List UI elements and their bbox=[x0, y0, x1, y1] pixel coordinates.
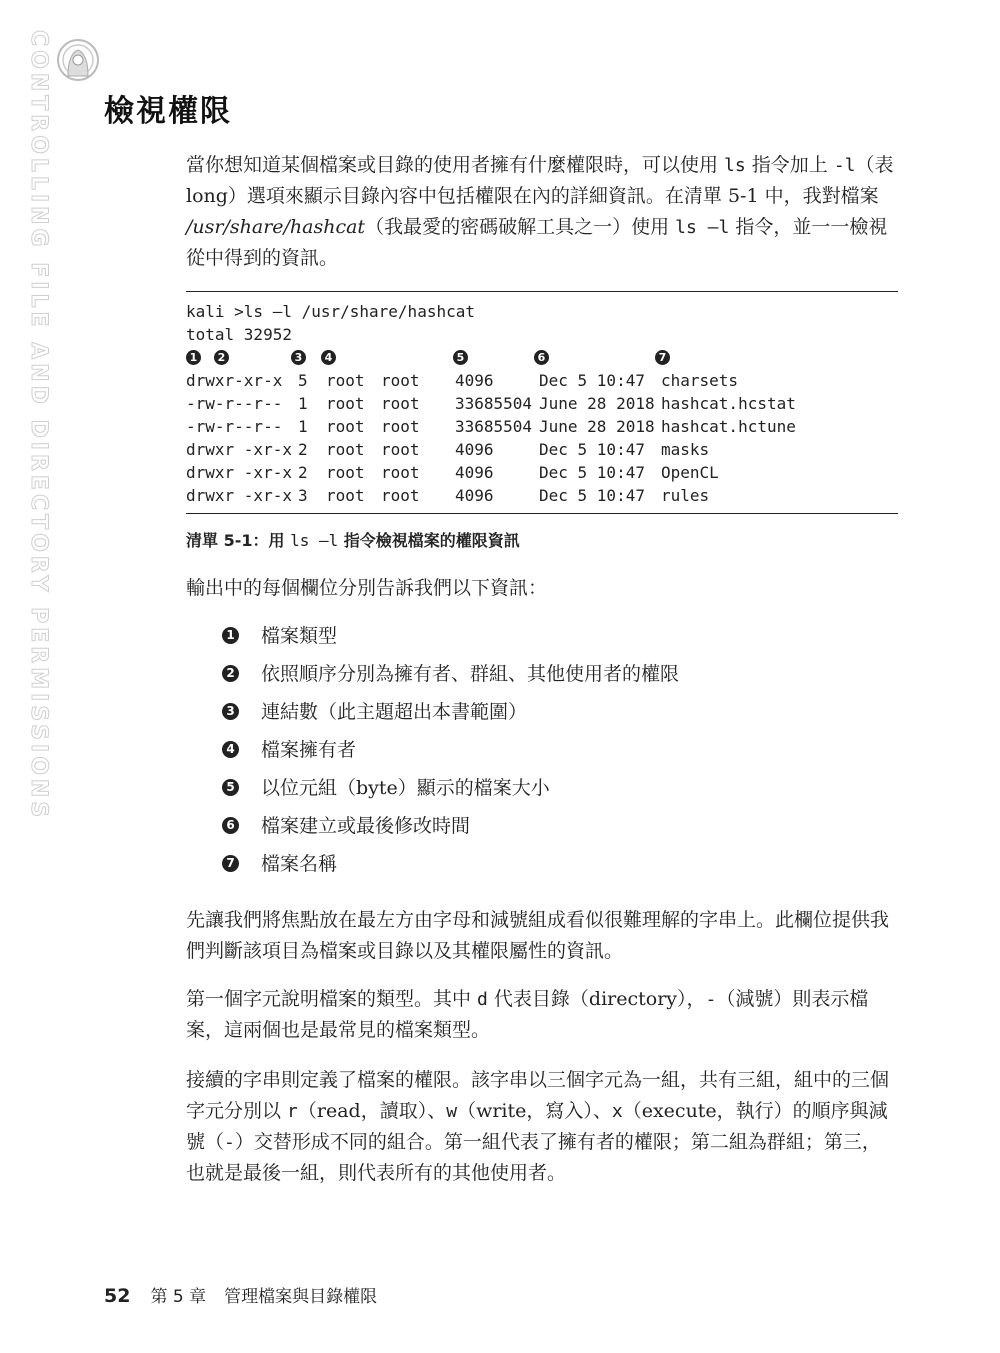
listing-time: Dec 5 10:47 bbox=[539, 371, 645, 390]
listing-row bbox=[186, 369, 898, 392]
intro-code-ls-l: ls –l bbox=[675, 217, 730, 238]
perm-code-w: w bbox=[446, 1101, 458, 1122]
listing-size: 4096 bbox=[455, 371, 494, 390]
listing-group: root bbox=[381, 440, 420, 459]
legend-text: 以位元組（byte）顯示的檔案大小 bbox=[261, 777, 550, 799]
listing-group: root bbox=[381, 417, 420, 436]
intro-code-l: -l bbox=[833, 155, 856, 176]
perm-text-2: （read，讀取）、 bbox=[297, 1100, 447, 1122]
perm-code-r: r bbox=[287, 1101, 298, 1122]
listing-owner: root bbox=[326, 394, 365, 413]
legend-text: 檔案擁有者 bbox=[261, 739, 357, 761]
listing-name: hashcat.hctune bbox=[661, 417, 796, 436]
footer-title: 管理檔案與目錄權限 bbox=[224, 1287, 378, 1307]
code-rows bbox=[186, 369, 898, 507]
legend-number: 4 bbox=[222, 741, 239, 758]
intro-text-3: （表 long）選項來顯示目錄內容中包括權限在內的詳細資訊。在清單 5-1 中，我對檔案 bbox=[186, 154, 894, 207]
perm-text-5: ）交替形成不同的組合。第一組代表了擁有者的權限；第二組為群組；第三，也就是最後一組，則代表所有的其他使用者。 bbox=[186, 1131, 881, 1184]
legend-text: 檔案建立或最後修改時間 bbox=[261, 815, 471, 837]
code-command: kali >ls –l /usr/share/hashcat bbox=[186, 302, 475, 321]
listing-size: 4096 bbox=[455, 440, 494, 459]
listing-name: rules bbox=[661, 486, 710, 505]
listing-caption bbox=[186, 528, 520, 551]
listing-row bbox=[186, 438, 898, 461]
listing-name: OpenCL bbox=[661, 463, 719, 482]
listing-group: root bbox=[381, 394, 420, 413]
intro-code-ls: ls bbox=[724, 155, 746, 176]
type-text-3: （減號）則表示檔案，這兩個也是最常見的檔案類型。 bbox=[186, 988, 869, 1041]
marker-3: 3 bbox=[291, 350, 306, 365]
type-code-dash: - bbox=[705, 989, 717, 1010]
code-total: total 32952 bbox=[186, 325, 292, 344]
listing-size: 33685504 bbox=[455, 417, 533, 436]
listing-owner: root bbox=[326, 440, 365, 459]
listing-row bbox=[186, 461, 898, 484]
listing-owner: root bbox=[326, 371, 365, 390]
listing-row bbox=[186, 392, 898, 415]
side-running-title: CONTROLLING FILE AND DIRECTORY PERMISSIONS bbox=[26, 30, 51, 822]
legend-text: 依照順序分別為擁有者、群組、其他使用者的權限 bbox=[261, 663, 680, 685]
marker-5: 5 bbox=[453, 350, 468, 365]
intro-text-4: （我最愛的密碼破解工具之一）使用 bbox=[365, 216, 676, 238]
caption-text-1: 清單 5-1：用 bbox=[186, 531, 291, 550]
listing-time: June 28 2018 bbox=[539, 417, 655, 436]
listing-links: 3 bbox=[298, 486, 308, 505]
legend-text: 檔案名稱 bbox=[261, 853, 338, 875]
listing-size: 4096 bbox=[455, 486, 494, 505]
listing-perm: -rw-r--r-- bbox=[186, 417, 283, 436]
field-legend-list bbox=[222, 617, 679, 883]
listing-top-rule bbox=[186, 291, 898, 292]
listing-time: June 28 2018 bbox=[539, 394, 655, 413]
type-code-d: d bbox=[477, 989, 488, 1010]
listing-links: 1 bbox=[298, 417, 308, 436]
legend-text: 檔案類型 bbox=[261, 625, 338, 647]
intro-paragraph bbox=[186, 150, 898, 274]
listing-group: root bbox=[381, 371, 420, 390]
legend-item bbox=[222, 655, 679, 693]
legend-item bbox=[222, 807, 679, 845]
legend-item bbox=[222, 617, 679, 655]
legend-number: 5 bbox=[222, 779, 239, 796]
listing-perm: drwxr -xr-x bbox=[186, 463, 292, 482]
marker-2: 2 bbox=[214, 350, 229, 365]
listing-links: 1 bbox=[298, 394, 308, 413]
caption-text-2: 指令檢視檔案的權限資訊 bbox=[338, 531, 520, 550]
intro-path: /usr/share/hashcat bbox=[186, 216, 366, 238]
marker-4: 4 bbox=[321, 350, 336, 365]
listing-perm: -rw-r--r-- bbox=[186, 394, 283, 413]
permissions-paragraph bbox=[186, 1065, 898, 1189]
intro-text-2: 指令加上 bbox=[745, 154, 834, 176]
legend-number: 2 bbox=[222, 665, 239, 682]
fields-intro: 輸出中的每個欄位分別告訴我們以下資訊： bbox=[186, 577, 548, 599]
listing-perm: drwxr -xr-x bbox=[186, 486, 292, 505]
listing-name: masks bbox=[661, 440, 710, 459]
perm-text-3: （write，寫入）、 bbox=[457, 1100, 612, 1122]
footer-chapter: 第 5 章 bbox=[150, 1287, 207, 1307]
focus-paragraph: 先讓我們將焦點放在最左方由字母和減號組成看似很難理解的字串上。此欄位提供我們判斷該項目為檔案或目錄以及其權限屬性的資訊。 bbox=[186, 909, 890, 962]
legend-number: 6 bbox=[222, 817, 239, 834]
listing-group: root bbox=[381, 486, 420, 505]
listing-row bbox=[186, 484, 898, 507]
listing-size: 4096 bbox=[455, 463, 494, 482]
listing-owner: root bbox=[326, 463, 365, 482]
type-text-2: 代表目錄（directory）， bbox=[487, 988, 706, 1010]
legend-item bbox=[222, 769, 679, 807]
legend-number: 7 bbox=[222, 855, 239, 872]
listing-owner: root bbox=[326, 417, 365, 436]
listing-bottom-rule bbox=[186, 513, 898, 514]
legend-number: 3 bbox=[222, 703, 239, 720]
listing-group: root bbox=[381, 463, 420, 482]
marker-6: 6 bbox=[534, 350, 549, 365]
column-markers bbox=[186, 346, 898, 369]
listing-perm: drwxr-xr-x bbox=[186, 371, 283, 390]
page-footer bbox=[104, 1282, 377, 1307]
intro-text-1: 當你想知道某個檔案或目錄的使用者擁有什麼權限時，可以使用 bbox=[186, 154, 725, 176]
listing-name: charsets bbox=[661, 371, 739, 390]
listing-links: 2 bbox=[298, 440, 308, 459]
section-heading: 檢視權限 bbox=[104, 94, 232, 129]
marker-1: 1 bbox=[186, 350, 201, 365]
legend-text: 連結數（此主題超出本書範圍） bbox=[261, 701, 528, 723]
listing-links: 2 bbox=[298, 463, 308, 482]
listing-time: Dec 5 10:47 bbox=[539, 486, 645, 505]
listing-perm: drwxr -xr-x bbox=[186, 440, 292, 459]
legend-item bbox=[222, 693, 679, 731]
code-listing bbox=[186, 300, 898, 507]
type-text-1: 第一個字元說明檔案的類型。其中 bbox=[186, 988, 478, 1010]
marker-7: 7 bbox=[655, 350, 670, 365]
listing-size: 33685504 bbox=[455, 394, 533, 413]
listing-time: Dec 5 10:47 bbox=[539, 440, 645, 459]
legend-item bbox=[222, 845, 679, 883]
listing-time: Dec 5 10:47 bbox=[539, 463, 645, 482]
listing-owner: root bbox=[326, 486, 365, 505]
perm-text-4: （execute，執行）的順序與減號（ bbox=[186, 1100, 888, 1153]
file-type-paragraph bbox=[186, 984, 898, 1046]
hacker-mascot-logo bbox=[56, 36, 100, 86]
perm-code-dash: - bbox=[224, 1132, 235, 1153]
listing-links: 5 bbox=[298, 371, 308, 390]
perm-text-1: 接續的字串則定義了檔案的權限。該字串以三個字元為一組，共有三組，組中的三個字元分別以 bbox=[186, 1069, 890, 1122]
legend-item bbox=[222, 731, 679, 769]
caption-code: ls –l bbox=[290, 531, 339, 550]
page-number: 52 bbox=[104, 1285, 131, 1307]
legend-number: 1 bbox=[222, 627, 239, 644]
perm-code-x: x bbox=[611, 1101, 623, 1122]
listing-row bbox=[186, 415, 898, 438]
listing-name: hashcat.hcstat bbox=[661, 394, 796, 413]
intro-text-5: 指令，並一一檢視從中得到的資訊。 bbox=[186, 216, 888, 269]
